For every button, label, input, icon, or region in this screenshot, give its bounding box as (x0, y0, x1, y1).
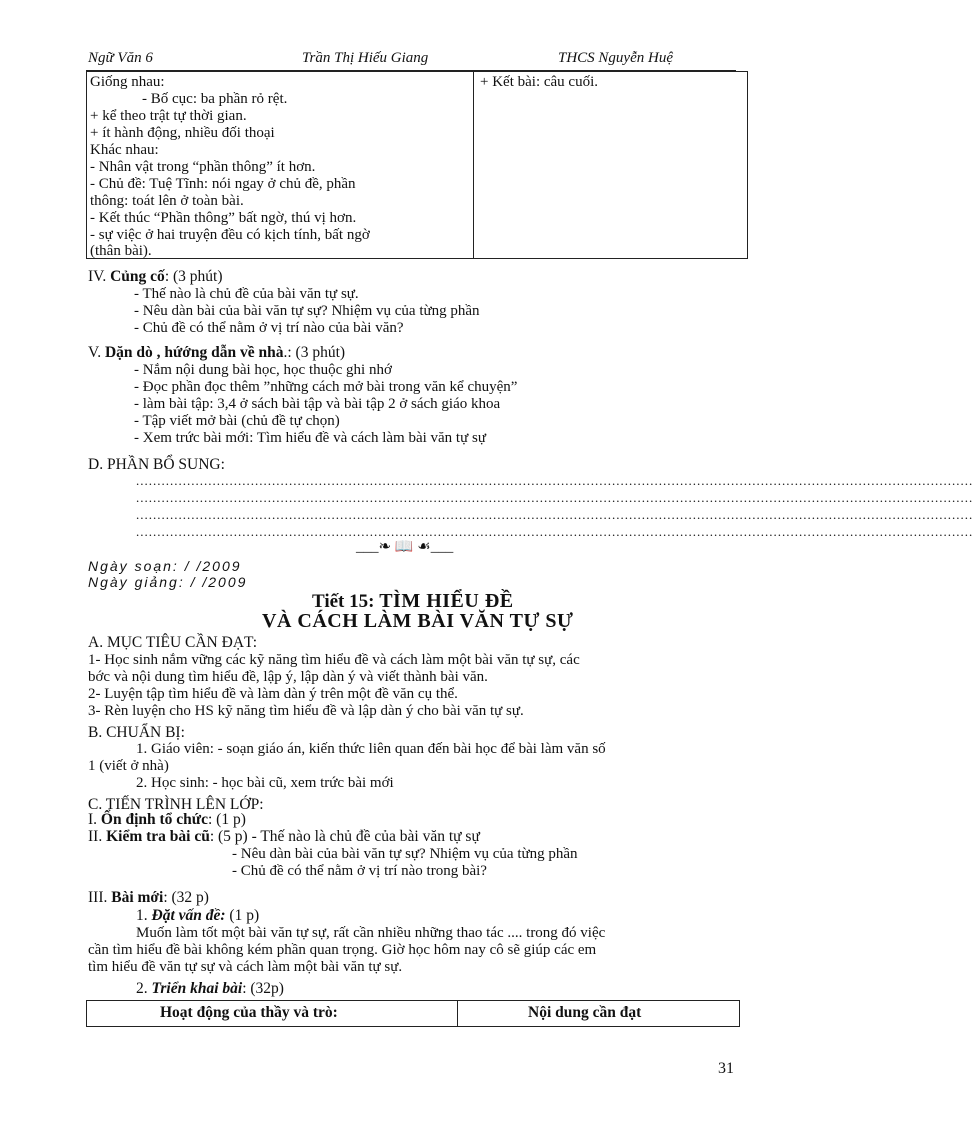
list-item: - Chủ đề có thể nằm ở vị trí nào trong bài? (232, 863, 487, 879)
list-item: - Xem trức bài mới: Tìm hiểu đề và cách làm bài văn tự sự (134, 430, 486, 446)
step-time: : (32 p) (163, 889, 209, 906)
substep-number: 1. (136, 907, 152, 924)
page-number: 31 (718, 1060, 734, 1077)
prep-line: 1 (viết ở nhà) (88, 758, 169, 774)
list-item: - Chủ đề có thể nằm ở vị trí nào của bài văn? (134, 320, 404, 336)
section-title: Củng cố (110, 268, 165, 285)
comparison-table-divider (473, 71, 474, 259)
column-header-content: Nội dung cần đạt (528, 1004, 642, 1021)
section-4-heading (88, 268, 223, 285)
table-line: - Kết thúc “Phần thông” bất ngờ, thú vị hơn. (90, 210, 357, 226)
table-line: - Bố cục: ba phần rỏ rệt. (142, 91, 288, 107)
section-d-heading: D. PHẦN BỔ SUNG: (88, 456, 225, 473)
step-text: : (5 p) - Thế nào là chủ đề của bài văn tự sự (209, 828, 480, 845)
step-iii (88, 889, 209, 906)
dotted-line: ..................................................................................................................................................................................................... (136, 490, 973, 505)
step-title: Bài mới (111, 889, 164, 906)
step-number: III. (88, 889, 112, 906)
header-school: THCS Nguyễn Huệ (558, 50, 673, 66)
date-prepared: Ngày soạn: / /2009 (88, 558, 242, 574)
prep-line: 1. Giáo viên: - soạn giáo án, kiến thức liên quan đến bài học để bài làm văn số (136, 741, 606, 757)
table-line: + ít hành động, nhiều đối thoại (90, 125, 275, 141)
table-line: - Chủ đề: Tuệ Tĩnh: nói ngay ở chủ đề, phần (90, 176, 356, 192)
section-time: : (3 phút) (164, 268, 223, 285)
step-number: II. (88, 828, 107, 845)
table-line: - Nhân vật trong “phần thông” ít hơn. (90, 159, 316, 175)
step-title: Ổn định tổ chức (100, 811, 208, 828)
lesson-number: Tiết 15: (312, 591, 375, 612)
activities-table-divider (457, 1000, 458, 1027)
section-number: IV. (88, 268, 111, 285)
dotted-line: ..................................................................................................................................................................................................... (136, 473, 973, 488)
list-item: - Nêu dàn bài của bài văn tự sự? Nhiệm vụ của từng phần (232, 846, 578, 862)
substep-time: (1 p) (225, 907, 260, 924)
objective-line: 2- Luyện tập tìm hiểu đề và làm dàn ý trên một đề văn cụ thể. (88, 686, 458, 702)
paragraph-line: cần tìm hiểu đề bài không kém phần quan trọng. Giờ học hôm nay cô sẽ giúp các em (88, 942, 597, 958)
substep-title: Đặt vấn đề: (151, 907, 226, 924)
objective-line: bớc và nội dung tìm hiểu đề, lập ý, lập dàn ý và viết thành bài văn. (88, 669, 488, 685)
list-item: - Nắm nội dung bài học, học thuộc ghi nhớ (134, 362, 392, 378)
table-line: thông: toát lên ở toàn bài. (90, 193, 244, 209)
list-item: - Tập viết mở bài (chủ đề tự chọn) (134, 413, 340, 429)
table-line: - sự việc ở hai truyện đều có kịch tính, bất ngờ (90, 227, 370, 243)
lesson-title: TÌM HIỂU ĐỀ (379, 590, 514, 612)
step-i (88, 811, 246, 828)
substep-1 (136, 907, 259, 924)
objective-line: 1- Học sinh nắm vững các kỹ năng tìm hiểu đề và cách làm một bài văn tự sự, các (88, 652, 580, 668)
list-item: - làm bài tập: 3,4 ở sách bài tập và bài tập 2 ở sách giáo khoa (134, 396, 501, 412)
step-ii (88, 828, 480, 845)
step-title: Kiểm tra bài cũ (106, 828, 210, 845)
table-line: (thân bài). (90, 243, 152, 259)
paragraph-line: Muốn làm tốt một bài văn tự sự, rất cần nhiều những thao tác .... trong đó việc (136, 925, 606, 941)
running-header (86, 50, 736, 71)
date-taught: Ngày giảng: / /2009 (88, 574, 248, 590)
book-ornament-divider: ___❧ 📖 ☙___ (356, 539, 454, 555)
lesson-title-line2: VÀ CÁCH LÀM BÀI VĂN TỰ SỰ (262, 610, 574, 632)
table-line: Giống nhau: (90, 74, 165, 90)
section-c-heading: C. TIẾN TRÌNH LÊN LỚP: (88, 796, 264, 813)
comparison-right-cell: + Kết bài: câu cuối. (480, 74, 599, 90)
substep-title: Triển khai bài (151, 980, 243, 997)
paragraph-line: tìm hiểu đề văn tự sự và cách làm một bài văn tự sự. (88, 959, 403, 975)
table-line: Khác nhau: (90, 142, 159, 158)
step-number: I. (88, 811, 101, 828)
list-item: - Thế nào là chủ đề của bài văn tự sự. (134, 286, 359, 302)
list-item: - Đọc phần đọc thêm ”những cách mở bài trong văn kể chuyện” (134, 379, 518, 395)
section-title: Dặn dò , hứớng dẫn về nhà (104, 344, 284, 361)
substep-2 (136, 980, 284, 997)
table-line: + kể theo trật tự thời gian. (90, 108, 247, 124)
section-5-heading (88, 344, 345, 361)
substep-number: 2. (136, 980, 152, 997)
list-item: - Nêu dàn bài của bài văn tự sự? Nhiệm vụ của từng phần (134, 303, 480, 319)
section-a-heading: A. MỤC TIÊU CẦN ĐẠT: (88, 634, 258, 651)
prep-line: 2. Học sinh: - học bài cũ, xem trức bài mới (136, 775, 394, 791)
column-header-activities: Hoạt động của thầy và trò: (160, 1004, 338, 1021)
dotted-line: ..................................................................................................................................................................................................... (136, 507, 973, 522)
substep-time: : (32p) (242, 980, 284, 997)
section-time: .: (3 phút) (283, 344, 346, 361)
header-author: Trần Thị Hiếu Giang (302, 50, 429, 66)
dotted-line: ..................................................................................................................................................................................................... (136, 524, 973, 539)
header-subject: Ngữ Văn 6 (88, 50, 153, 66)
section-b-heading: B. CHUẨN BỊ: (88, 724, 185, 741)
section-number: V. (88, 344, 105, 361)
step-time: : (1 p) (207, 811, 246, 828)
objective-line: 3- Rèn luyện cho HS kỹ năng tìm hiểu đề và lập dàn ý cho bài văn tự sự. (88, 703, 524, 719)
